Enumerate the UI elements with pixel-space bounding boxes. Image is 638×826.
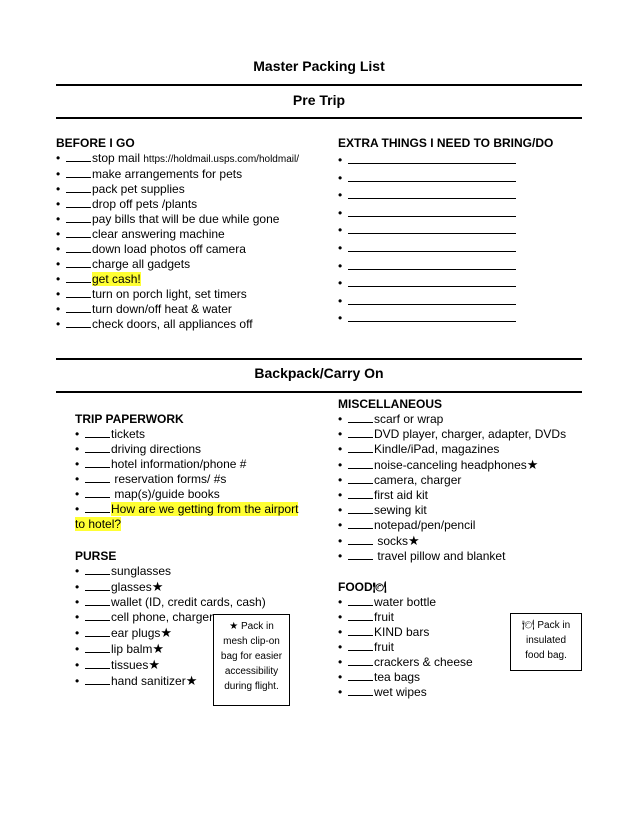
bullet-icon: • [56,257,61,271]
checklist-item [75,472,298,487]
bullet-icon: • [338,473,343,487]
item-text: sunglasses [111,564,172,578]
checklist-item [338,655,473,670]
bullet-icon: • [56,272,61,286]
checklist-item [338,610,473,625]
item-text: DVD player, charger, adapter, DVDs [374,427,567,441]
checklist-item [338,457,566,473]
item-text: glasses [111,580,152,594]
bullet-icon: • [338,427,343,441]
item-text: get cash! [92,272,141,286]
checklist-item [56,212,299,227]
bullet-icon: • [56,167,61,181]
divider [56,84,582,86]
bullet-icon: • [338,655,343,669]
bullet-icon: • [75,487,80,501]
bullet-icon: • [75,502,80,516]
item-text: Kindle/iPad, magazines [374,442,500,456]
checklist-item [338,488,566,503]
checklist-item [338,533,566,549]
checklist-item [338,670,473,685]
bullet-icon: • [338,276,343,291]
checkbox-blank [85,658,110,669]
extra-blank-line [338,293,516,311]
item-text: pack pet supplies [92,182,185,196]
paperwork-heading: TRIP PAPERWORK [75,412,184,426]
bullet-icon: • [75,472,80,486]
bullet-icon: • [56,242,61,256]
checkbox-blank [348,670,373,681]
item-text: make arrangements for pets [92,167,243,181]
item-text: check doors, all appliances off [92,317,253,331]
extra-blank-line [338,258,516,276]
bullet-icon: • [338,223,343,238]
checklist-item [56,167,299,182]
extra-blank-line [338,187,516,205]
star-icon: ★ [408,533,420,548]
checkbox-blank [348,442,373,453]
checkbox-blank [66,257,91,268]
checkbox-blank [66,302,91,313]
checkbox-blank [348,503,373,514]
checkbox-blank [348,427,373,438]
bullet-icon: • [338,205,343,220]
bullet-icon: • [56,317,61,331]
bullet-icon: • [338,595,343,609]
bullet-icon: • [75,595,80,609]
divider [56,391,582,393]
item-text: pay bills that will be due while gone [92,212,280,226]
checklist-item [338,473,566,488]
note-line: 🍽 Pack in [521,620,571,631]
checkbox-blank [66,212,91,223]
bullet-icon: • [338,458,343,472]
checklist-item [56,227,299,242]
checkbox-blank [85,626,110,637]
note-line: bag for easier [220,651,283,662]
item-text: drop off pets /plants [92,197,198,211]
checklist-item [56,151,299,167]
write-in-blank [348,223,516,234]
checklist-item [338,640,473,655]
write-in-blank [348,259,516,270]
star-icon: ★ [151,579,164,594]
food-heading [338,580,387,594]
item-text: sewing kit [374,503,427,517]
extra-blank-line [338,275,516,293]
checkbox-blank [66,151,91,162]
checkbox-blank [348,685,373,696]
note-line: food bag. [525,650,567,661]
mesh-bag-note [213,614,290,706]
checklist-item [338,595,473,610]
item-text: scarf or wrap [374,412,444,426]
page-title: Master Packing List [253,58,385,74]
checklist-item [75,442,298,457]
checklist-item [338,549,566,564]
bullet-icon: • [56,182,61,196]
checkbox-blank [85,472,110,483]
item-text: wet wipes [374,685,427,699]
bullet-icon: • [56,197,61,211]
item-text: down load photos off camera [92,242,246,256]
bullet-icon: • [338,640,343,654]
write-in-blank [348,294,516,305]
checklist-item [338,685,473,700]
item-text: water bottle [374,595,437,609]
bullet-icon: • [75,674,80,688]
checklist-item [75,564,266,579]
bullet-icon: • [338,610,343,624]
checkbox-blank [348,473,373,484]
checkbox-blank [66,227,91,238]
item-text: turn down/off heat & water [92,302,232,316]
checkbox-blank [85,580,110,591]
checklist-item [56,287,299,302]
item-text: notepad/pen/pencil [374,518,476,532]
checklist-item [338,625,473,640]
checkbox-blank [85,487,110,498]
item-text: stop mail [92,151,144,165]
checklist-item [75,517,298,532]
checkbox-blank [85,457,110,468]
bullet-icon: • [75,442,80,456]
checkbox-blank [348,534,373,545]
bullet-icon: • [338,412,343,426]
checkbox-blank [348,625,373,636]
divider [56,117,582,119]
write-in-blank [348,188,516,199]
bullet-icon: • [338,442,343,456]
item-text: lip balm [111,642,153,656]
item-text: reservation forms/ #s [111,472,227,486]
food-icon: 🍽 [372,582,387,594]
item-text: turn on porch light, set timers [92,287,247,301]
bullet-icon: • [75,427,80,441]
checkbox-blank [66,167,91,178]
extra-blank-line [338,152,516,170]
extra-list [338,152,516,328]
bullet-icon: • [338,549,343,563]
item-text: cell phone, charger [111,610,214,624]
note-line: accessibility [224,666,279,677]
checkbox-blank [85,427,110,438]
paperwork-list [75,427,298,532]
bullet-icon: • [56,212,61,226]
star-icon: ★ [160,625,173,640]
item-text: KIND bars [374,625,430,639]
checklist-item [56,197,299,212]
checklist-item [75,487,298,502]
checkbox-blank [348,518,373,529]
bullet-icon: • [338,518,343,532]
write-in-blank [348,206,516,217]
checklist-item [338,427,566,442]
item-text: travel pillow and blanket [374,549,506,563]
checkbox-blank [348,549,373,560]
checklist-item [338,503,566,518]
bullet-icon: • [75,610,80,624]
write-in-blank [348,153,516,164]
checkbox-blank [348,610,373,621]
bullet-icon: • [338,311,343,326]
item-text: hand sanitizer [111,674,186,688]
bullet-icon: • [338,488,343,502]
extra-blank-line [338,240,516,258]
checklist-item [75,457,298,472]
bullet-icon: • [75,626,80,640]
checkbox-blank [66,287,91,298]
extra-heading: EXTRA THINGS I NEED TO BRING/DO [338,136,554,150]
note-line: ★ Pack in [229,621,274,632]
purse-heading: PURSE [75,549,117,563]
item-text: first aid kit [374,488,429,502]
item-text: ear plugs [111,626,161,640]
item-text: fruit [374,640,395,654]
checkbox-blank [348,655,373,666]
checklist-item [56,182,299,197]
checklist-item [338,518,566,533]
checkbox-blank [85,502,110,513]
bullet-icon: • [338,258,343,273]
bullet-icon: • [56,302,61,316]
food-bag-note [510,613,582,671]
checkbox-blank [85,642,110,653]
extra-blank-line [338,205,516,223]
bullet-icon: • [338,240,343,255]
checkbox-blank [85,610,110,621]
item-text: socks [374,534,409,548]
checklist-item [56,317,299,332]
bullet-icon: • [338,170,343,185]
checkbox-blank [66,317,91,328]
write-in-blank [348,241,516,252]
extra-blank-line [338,310,516,328]
item-text: map(s)/guide books [111,487,220,501]
checkbox-blank [85,674,110,685]
checkbox-blank [348,458,373,469]
bullet-icon: • [75,457,80,471]
misc-heading: MISCELLANEOUS [338,397,443,411]
holdmail-url: https://holdmail.usps.com/holdmail/ [143,154,299,165]
item-text: tissues [111,658,149,672]
item-text: crackers & cheese [374,655,473,669]
note-line: insulated [525,635,567,646]
write-in-blank [348,311,516,322]
bullet-icon: • [338,625,343,639]
checklist-item [338,442,566,457]
checkbox-blank [85,595,110,606]
food-list [338,595,473,700]
checkbox-blank [348,640,373,651]
bullet-icon: • [56,227,61,241]
checklist-item [56,302,299,317]
star-icon: ★ [185,673,198,688]
checkbox-blank [85,442,110,453]
checkbox-blank [66,242,91,253]
checklist-item [75,579,266,595]
bullet-icon: • [338,188,343,203]
item-text: noise-canceling headphones [374,458,527,472]
checkbox-blank [348,412,373,423]
item-text: tickets [111,427,146,441]
checklist-item [56,257,299,272]
item-text: hotel information/phone # [111,457,247,471]
checkbox-blank [85,564,110,575]
checklist-item [338,412,566,427]
misc-list [338,412,566,564]
checkbox-blank [348,595,373,606]
before-list [56,151,299,332]
checklist-item [75,427,298,442]
checklist-item [75,502,298,517]
note-line: mesh clip-on [223,636,280,647]
star-icon: ★ [526,457,539,472]
divider [56,358,582,360]
bullet-icon: • [75,564,80,578]
bullet-icon: • [75,658,80,672]
item-text: fruit [374,610,395,624]
item-text: to hotel? [75,517,122,531]
checkbox-blank [66,197,91,208]
food-heading-label: FOOD [338,580,373,594]
write-in-blank [348,276,516,287]
item-text: How are we getting from the airport [111,502,299,516]
extra-blank-line [338,222,516,240]
extra-blank-line [338,170,516,188]
bullet-icon: • [75,580,80,594]
carry-on-heading: Backpack/Carry On [254,365,384,381]
before-heading: BEFORE I GO [56,136,135,150]
write-in-blank [348,171,516,182]
bullet-icon: • [56,151,61,165]
item-text: tea bags [374,670,421,684]
bullet-icon: • [338,153,343,167]
bullet-icon: • [338,503,343,517]
item-text: clear answering machine [92,227,225,241]
star-icon: ★ [148,657,161,672]
bullet-icon: • [338,685,343,699]
bullet-icon: • [338,670,343,684]
bullet-icon: • [338,293,343,308]
bullet-icon: • [56,287,61,301]
pre-trip-heading: Pre Trip [292,92,346,108]
item-text: charge all gadgets [92,257,191,271]
bullet-icon: • [338,534,343,548]
checkbox-blank [66,272,91,283]
item-text: driving directions [111,442,202,456]
checklist-item [75,595,266,610]
checklist-item [56,272,299,287]
checklist-item [56,242,299,257]
star-icon: ★ [152,641,165,656]
checkbox-blank [66,182,91,193]
note-line: during flight. [224,681,279,692]
item-text: wallet (ID, credit cards, cash) [111,595,266,609]
checkbox-blank [348,488,373,499]
bullet-icon: • [75,642,80,656]
item-text: camera, charger [374,473,462,487]
